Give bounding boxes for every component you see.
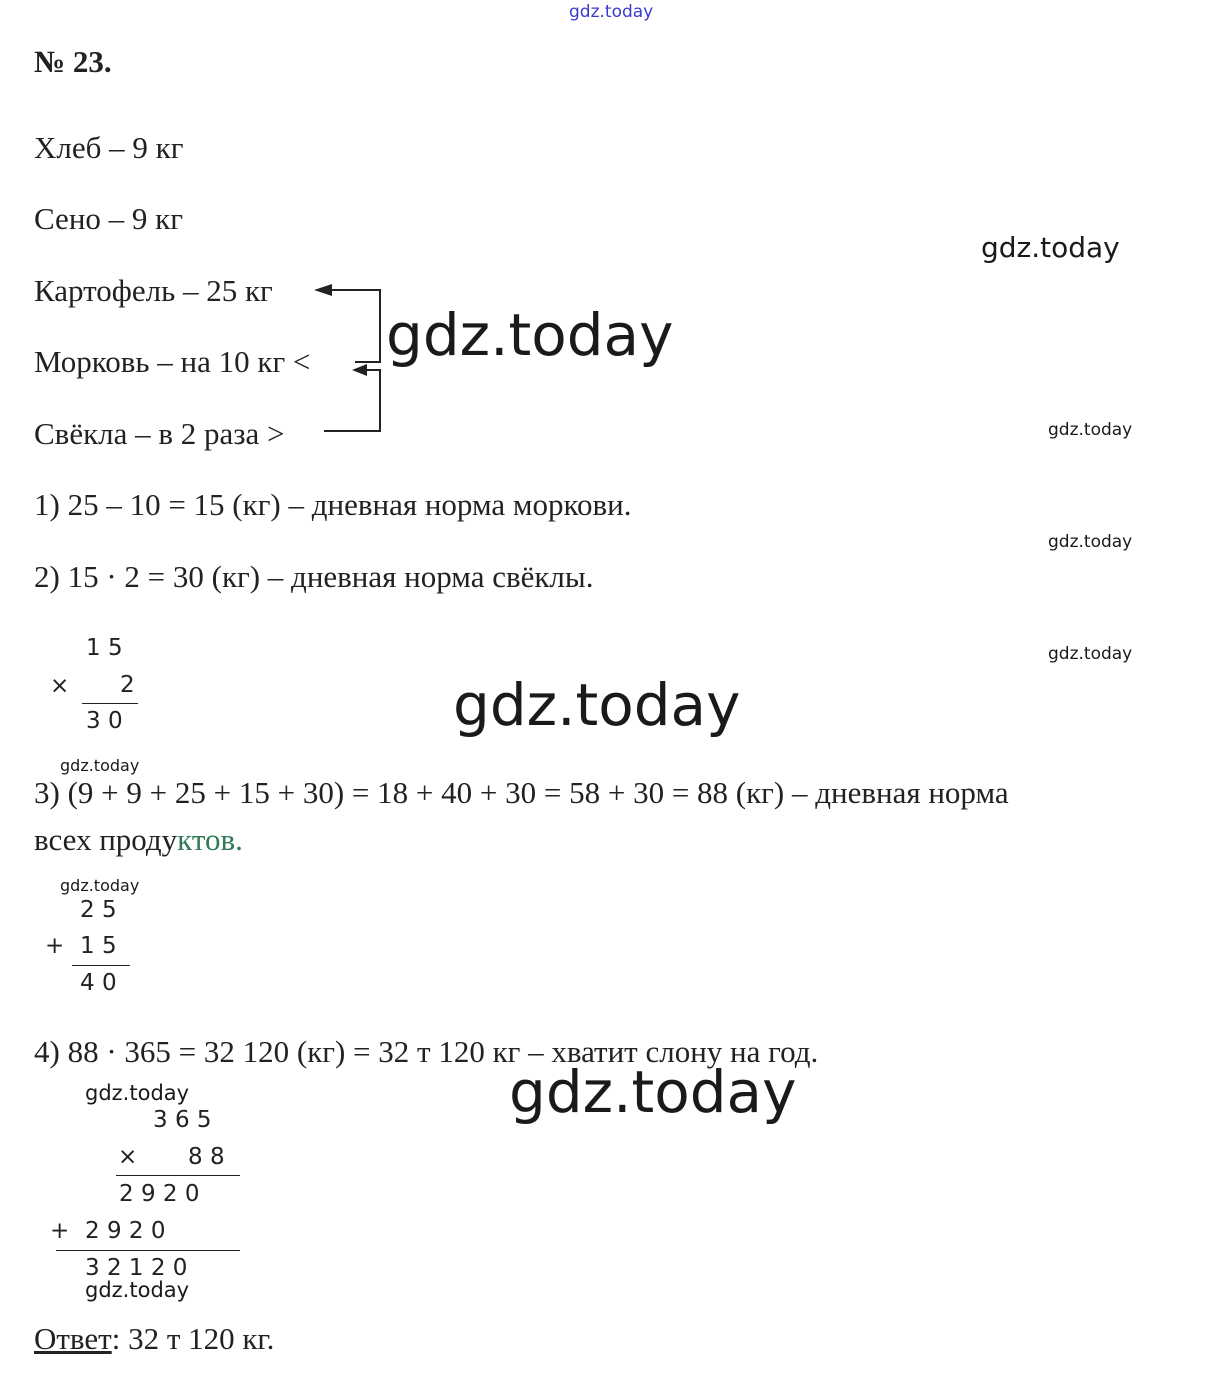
watermark-small-3: gdz.today — [85, 1081, 190, 1105]
arrow-beet-to-carrot — [324, 370, 380, 431]
watermark-small-2: gdz.today — [60, 876, 140, 895]
calc3-partial-1: 2 9 2 0 — [119, 1181, 200, 1207]
watermark-small-4: gdz.today — [85, 1278, 190, 1302]
calc3-partial-2: 2 9 2 0 — [85, 1218, 166, 1244]
watermark-small-1: gdz.today — [60, 756, 140, 775]
calc1-result: 3 0 — [86, 708, 123, 734]
answer-label: Ответ — [34, 1321, 112, 1356]
watermark-right-4: gdz.today — [1048, 644, 1133, 664]
step-2: 2) 15 · 2 = 30 (кг) – дневная норма свёклы. — [34, 559, 594, 594]
item-potato: Картофель – 25 кг — [34, 273, 273, 308]
calc3-result: 3 2 1 2 0 — [85, 1255, 188, 1281]
step-1: 1) 25 – 10 = 15 (кг) – дневная норма моркови. — [34, 487, 632, 522]
calc3-line-2 — [56, 1250, 240, 1251]
step-4: 4) 88 · 365 = 32 120 (кг) = 32 т 120 кг – хватит слону на год. — [34, 1034, 819, 1069]
calc2-result: 4 0 — [80, 970, 117, 996]
watermark-large-2: gdz.today — [453, 671, 741, 739]
step-3-line-1: 3) (9 + 9 + 25 + 15 + 30) = 18 + 40 + 30 = 58 + 30 = 88 (кг) – дневная норма — [34, 775, 1009, 810]
calc1-bottom: 2 — [120, 672, 135, 698]
step-3-line-2-a: всех проду — [34, 822, 178, 857]
arrow-carrot-to-potato — [330, 290, 380, 362]
calc2-top: 2 5 — [80, 897, 117, 923]
calc2-bottom: 1 5 — [80, 933, 117, 959]
item-hay: Сено – 9 кг — [34, 201, 183, 236]
calc1-operator: × — [50, 673, 70, 699]
arrow-head-potato — [314, 284, 332, 296]
step-3-line-2-b: ктов. — [177, 822, 243, 857]
item-carrot: Морковь – на 10 кг < — [34, 344, 311, 379]
calc3-top: 3 6 5 — [153, 1107, 212, 1133]
calc2-operator: + — [45, 933, 65, 959]
watermark-right-2: gdz.today — [1048, 420, 1133, 440]
calc3-operator: × — [118, 1144, 138, 1170]
item-bread: Хлеб – 9 кг — [34, 130, 184, 165]
watermark-large-1: gdz.today — [386, 301, 674, 369]
calc3-line-1 — [116, 1175, 240, 1176]
watermark-large-3: gdz.today — [509, 1058, 797, 1126]
problem-title: № 23. — [34, 44, 112, 79]
calc2-line — [72, 965, 130, 966]
calc1-line — [82, 703, 138, 704]
calc3-bottom: 8 8 — [188, 1144, 225, 1170]
arrow-head-carrot — [352, 364, 367, 376]
calc3-operator-2: + — [50, 1218, 70, 1244]
watermark-top: gdz.today — [569, 2, 654, 22]
answer-value: : 32 т 120 кг. — [111, 1321, 275, 1356]
calc1-top: 1 5 — [86, 635, 123, 661]
step-3-line-2 — [34, 824, 243, 855]
watermark-right-3: gdz.today — [1048, 532, 1133, 552]
answer — [34, 1323, 274, 1354]
item-beet: Свёкла – в 2 раза > — [34, 416, 285, 451]
watermark-right-1: gdz.today — [981, 231, 1120, 264]
